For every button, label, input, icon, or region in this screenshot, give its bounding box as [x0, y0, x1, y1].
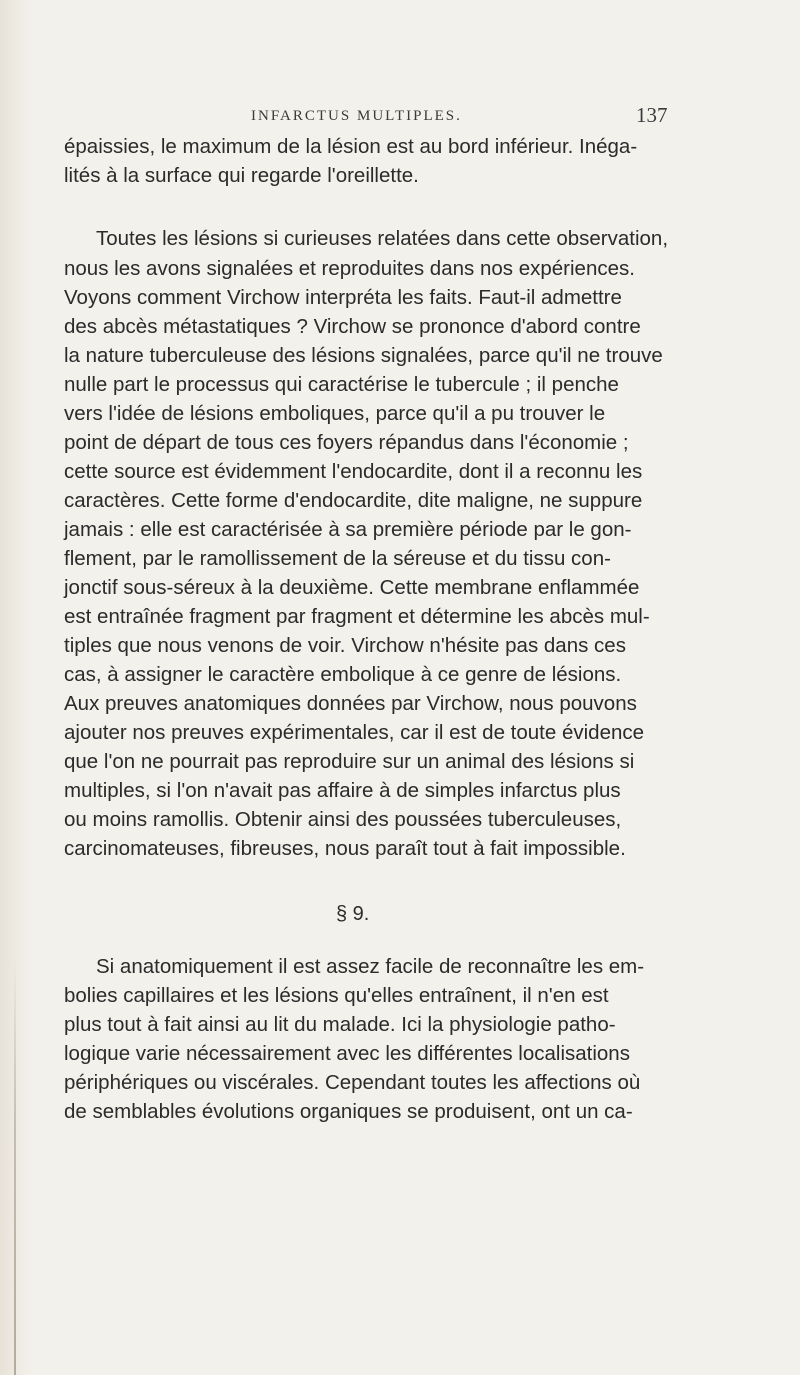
- text-line: est entraînée fragment par fragment et détermine les abcès mul-: [64, 605, 650, 628]
- text-line: lités à la surface qui regarde l'oreillette.: [64, 164, 419, 187]
- text-line: de semblables évolutions organiques se produisent, ont un ca-: [64, 1100, 633, 1123]
- text-line: cette source est évidemment l'endocardite, dont il a reconnu les: [64, 460, 643, 483]
- text-line: périphériques ou viscérales. Cependant toutes les affections où: [64, 1071, 641, 1094]
- text-line: Aux preuves anatomiques données par Virchow, nous pouvons: [64, 692, 637, 715]
- text-line: tiples que nous venons de voir. Virchow n'hésite pas dans ces: [64, 634, 626, 657]
- text-line: plus tout à fait ainsi au lit du malade. Ici la physiologie patho-: [64, 1013, 616, 1036]
- text-line: cas, à assigner le caractère embolique à ce genre de lésions.: [64, 663, 622, 686]
- text-line: la nature tuberculeuse des lésions signalées, parce qu'il ne trouve: [64, 344, 663, 367]
- text-line: carcinomateuses, fibreuses, nous paraît tout à fait impossible.: [64, 837, 626, 860]
- text-line: épaissies, le maximum de la lésion est au bord inférieur. Inéga-: [64, 135, 638, 158]
- page-number: 137: [636, 103, 668, 127]
- text-line: caractères. Cette forme d'endocardite, dite maligne, ne suppure: [64, 489, 643, 512]
- text-line: Si anatomiquement il est assez facile de reconnaître les em-: [96, 955, 645, 978]
- text-line: flement, par le ramollissement de la séreuse et du tissu con-: [64, 547, 611, 570]
- page-binding-edge: [0, 0, 34, 1375]
- section-heading: § 9.: [336, 903, 370, 925]
- text-line: point de départ de tous ces foyers répandus dans l'économie ;: [64, 431, 629, 454]
- text-line: vers l'idée de lésions emboliques, parce qu'il a pu trouver le: [64, 402, 606, 425]
- text-line: jamais : elle est caractérisée à sa première période par le gon-: [64, 518, 632, 541]
- text-line: ou moins ramollis. Obtenir ainsi des poussées tuberculeuses,: [64, 808, 622, 831]
- text-line: nulle part le processus qui caractérise le tubercule ; il penche: [64, 373, 619, 396]
- text-line: logique varie nécessairement avec les différentes localisations: [64, 1042, 630, 1065]
- text-line: nous les avons signalées et reproduites dans nos expériences.: [64, 257, 635, 280]
- text-line: multiples, si l'on n'avait pas affaire à de simples infarctus plus: [64, 779, 621, 802]
- page-binding-shadow: [14, 960, 16, 1375]
- text-line: bolies capillaires et les lésions qu'elles entraînent, il n'en est: [64, 984, 609, 1007]
- running-title: INFARCTUS MULTIPLES.: [251, 108, 462, 124]
- text-line: Voyons comment Virchow interpréta les faits. Faut-il admettre: [64, 286, 622, 309]
- text-line: des abcès métastatiques ? Virchow se prononce d'abord contre: [64, 315, 641, 338]
- text-line: que l'on ne pourrait pas reproduire sur un animal des lésions si: [64, 750, 635, 773]
- text-line: ajouter nos preuves expérimentales, car il est de toute évidence: [64, 721, 645, 744]
- text-line: jonctif sous-séreux à la deuxième. Cette membrane enflammée: [64, 576, 640, 599]
- text-line: Toutes les lésions si curieuses relatées dans cette observation,: [96, 227, 669, 250]
